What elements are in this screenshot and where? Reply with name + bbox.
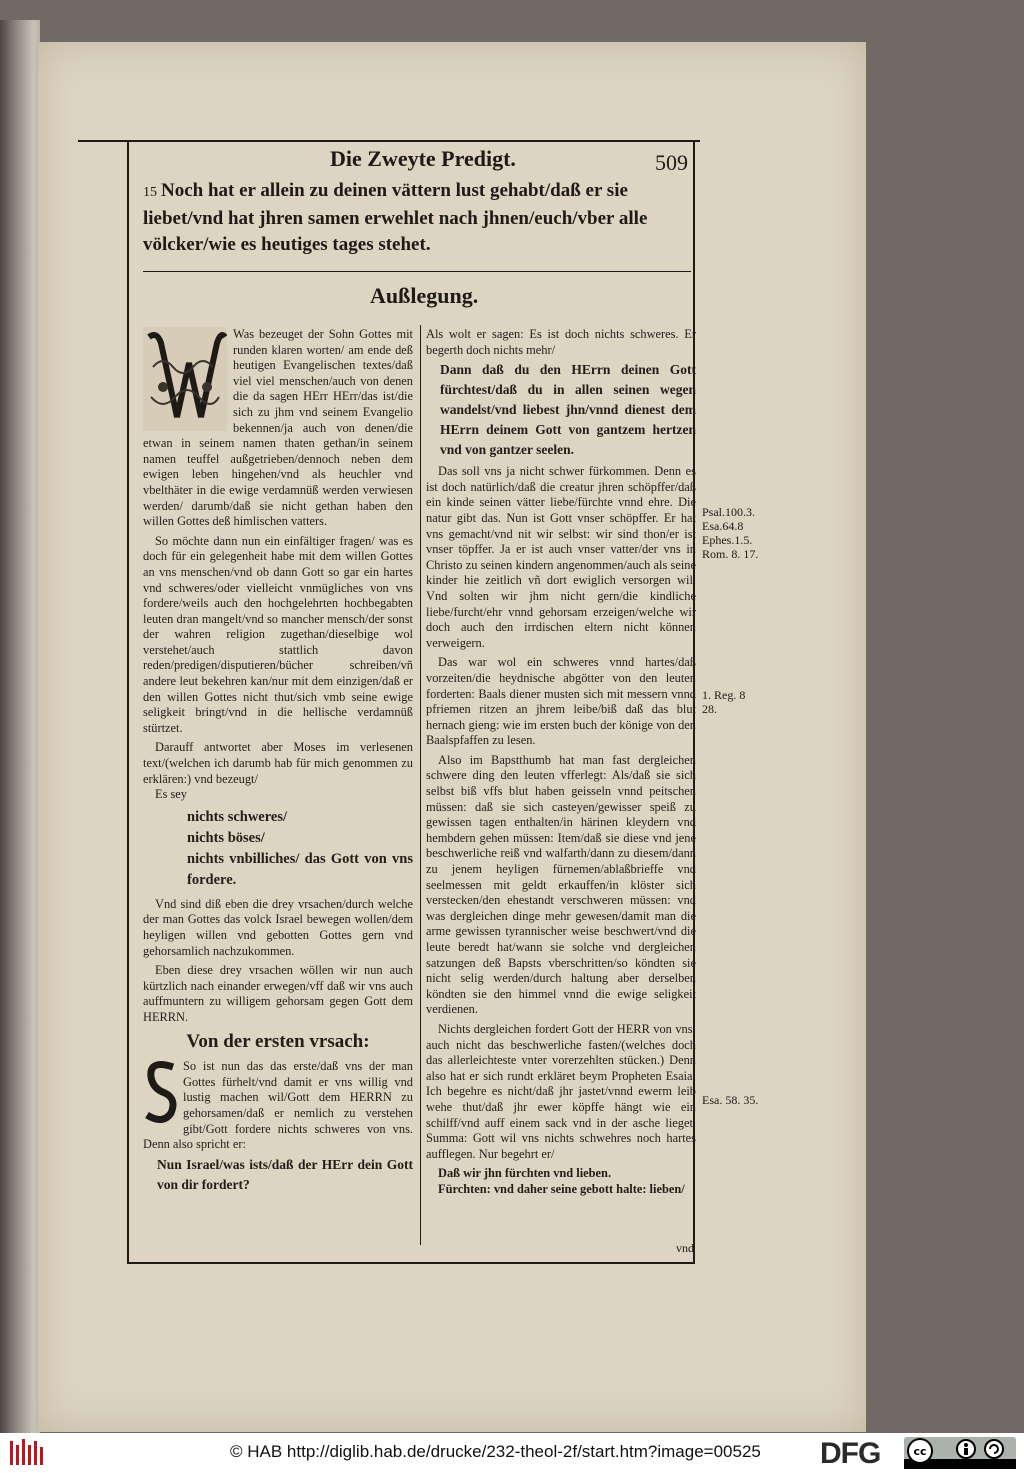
left-column	[143, 327, 413, 1195]
cc-by-sa-icon	[904, 1437, 1016, 1469]
decorated-initial-w	[143, 327, 227, 431]
margin-note-kings: 1. Reg. 8 28.	[702, 688, 746, 716]
right-column	[426, 327, 696, 1198]
footer-bar	[0, 1433, 1024, 1473]
right-quote: Dann daß du den HErrn deinen Gott fürchtest/daß du in allen seinen wegen wandelst/vnd liebest jhn/vnnd dienest dem HErrn deinem Gott von gantzem hertzen vnd von gantzer seelen.	[440, 362, 696, 458]
section-title: Außlegung.	[370, 283, 479, 308]
right-paragraph-5: Nichts dergleichen fordert Gott der HERR von vns: auch nicht das beschwerliche fasten/(welches doch das allerleichteste vnter vorerzehlten stücken.) Denn also hat er sich rundt erkläret beym Propheten Esaia: Ich begehre es nicht/daß jhr jastet/vnnd ewerm leib wehe thut/daß jhr ewer köpffe hängt wie ein schilff/vnd auff einem sack vnd in der asche lieget. Summa: Gott wil vns nichts schwehres noch hartes aufflegen. Nur begehrt er/	[426, 1021, 696, 1161]
frame-top-rule	[78, 140, 700, 142]
subheading-first-cause: Von der ersten vrsach:	[186, 1030, 370, 1052]
verse-number: 15	[143, 185, 157, 200]
bible-verse	[143, 178, 703, 258]
verse-text: Noch hat er allein zu deinen vättern lust gehabt/daß er sie liebet/vnd hat jhren samen erwehlet nach jhnen/euch/vber alle völcker/wie es heutiges tages stehet.	[143, 180, 648, 255]
left-paragraph-3b: Es sey	[155, 787, 188, 802]
left-paragraph-3: Darauff antwortet aber Moses im verlesenen text/(welchen ich darumb hab für mich genommen zu erklären:) vnd bezeugt/	[143, 740, 413, 786]
left-paragraph-5: Eben diese drey vrsachen wöllen wir nun auch kürtzlich nach einander erwegen/vff daß wir vns auch auffmuntern zu willigem gehorsam gegen Gott dem HERRN.	[143, 963, 413, 1024]
reason-item: nichts vnbilliches/ das Gott von vns fordere.	[187, 850, 413, 888]
right-paragraph-1: Als wolt er sagen: Es ist doch nichts schweres. Er begerth doch nichts mehr/	[426, 327, 696, 357]
svg-text:cc: cc	[913, 1445, 927, 1458]
hab-logo-icon	[10, 1439, 44, 1467]
reasons-list	[143, 807, 413, 891]
book-edge	[0, 20, 40, 1433]
decorated-initial-s	[143, 1059, 179, 1123]
frame-left-rule	[127, 140, 129, 1264]
right-paragraph-7: Fürchten: vnd daher seine gebott halte: lieben/	[438, 1181, 685, 1196]
frame-bottom-rule	[127, 1262, 695, 1264]
dfg-logo: DFG	[820, 1437, 881, 1470]
page-header-title: Die Zweyte Predigt.	[330, 146, 516, 171]
left-paragraph-2: So möchte dann nun ein einfältiger fragen/ was es doch für ein gelegenheit habe mit dem willen Gottes an vns menschen/vnd ob dann Gott so gar ein hartes vnd schweres/oder vielleicht vnmügliches von vns fordere/weils auch den hochgelehrten hochbegabten leuten dran mangelt/vnd so mancher mensch/der sonst der wahren religion zugethan/dieselbige wol verstehet/auch stattlich davon reden/predigen/disputieren/bücher schreiben/vñ andere leut bekehren kan/nur mit dem einzigen/daß er den willen Gottes nicht thut/sich vmb seine ewige seligkeit bringt/vnd in die hellische verdamnüß stürtzet.	[143, 533, 413, 735]
margin-note-esaia: Esa. 58. 35.	[702, 1093, 759, 1107]
right-paragraph-2: Das soll vns ja nicht schwer fürkommen. Denn es ist doch natürlich/daß die creatur jhren schöpffer/daß ein kinde seinen vätter liebe/fürchte vnnd ehre. Die natur gibt das. Nun ist Gott vnser schöpffer. Er hat vns gemacht/vnd nit wir selbst: wir sind thon/er ist vnser töpffer. Ja er ist auch vnser vatter/der vns in Christo zu seinen kindern angenommen/auch als seine kinder hie zeitlich vñ dort ewiglich versorgen wil. Vnd solten wir jhm nicht gern/die kindliche liebe/furcht/ehr vnnd gehorsam erzeigen/welche wir doch auch den irrdischen eltern nicht können verweigern.	[426, 464, 696, 650]
reason-item: nichts schweres/	[187, 808, 288, 825]
copyright-link[interactable]: © HAB http://diglib.hab.de/drucke/232-theol-2f/start.htm?image=00525	[230, 1442, 761, 1461]
right-paragraph-4: Also im Bapstthumb hat man fast dergleichen schwere ding den leuten vfferlegt: Als/daß sie sich selbst biß vffs blut haben geisseln vnnd peitschen müssen: daß sie sich casteyen/gewisser speiß zu gewissen tagen enthalten/in härinen kleydern vnd hembdern gehen müssen: Item/daß sie diese vnd jene beschwerliche reiß vnd walfarth/dann zu diesem/dann zu jenem heyligen fürnemen/ablaßbrieffe vnd seelmessen mit geldt erkauffen/in klöster sich verstecken/den ehestandt verschweren müssen: vnd was dergleichen dinge mehr gewesen/damit man die arme gewissen tyrannischer weise beschwert/vnd die leute beredt hat/wann sie solche vnd dergleichen satzungen deß Bapsts vberschritten/so köndten sie nicht selig werden/durch haltung aber derselben köndten sie den himmel vnnd die ewige seligkeit verdienen.	[426, 752, 696, 1017]
left-paragraph-4: Vnd sind diß eben die drey vrsachen/durch welche der man Gottes das volck Israel bewegen wollen/dem heyligen willen vnd gebotten Gottes gern vnd gehorsamlich nachzukommen.	[143, 896, 413, 958]
right-paragraph-3: Das war wol ein schweres vnnd hartes/daß vorzeiten/die heydnische abgötter von den leuten forderten: Baals diener musten sich mit messern vnnd pfriemen ritzen an jhrem leibe/biß daß das blut hernach gieng: wie im ersten buch der könige von den Baalspfaffen zu lesen.	[426, 655, 696, 748]
right-paragraph-6: Daß wir jhn fürchten vnd lieben.	[438, 1166, 612, 1181]
margin-note-psalm: Psal.100.3. Esa.64.8 Ephes.1.5. Rom. 8. 17.	[702, 505, 759, 561]
left-quote: Nun Israel/was ists/daß der HErr dein Gott von dir fordert?	[157, 1156, 413, 1192]
left-paragraph-1: Was bezeuget der Sohn Gottes mit runden klaren worten/ am ende deß heutigen Evangelischen textes/daß viel viel menschen/auch von denen die da sagen HErr HErr/das ist/die sich zu jhm vnd seinem Evangelio bekennen/ja auch von denen/die etwan in seinem namen thaten gethan/in seinem namen teuffel außgetrieben/dennoch neben dem ewigen leben hingehen/vnd als heuchler vnd vbelthäter in die ewige verdamnüß werden verwiesen werden/ darumb/daß sie nicht gethan haben den willen Gottes deß himlischen vatters.	[143, 327, 413, 529]
page-number: 509	[655, 150, 688, 175]
column-divider-rule	[420, 325, 421, 1245]
catchword: vnd	[676, 1241, 694, 1255]
reason-item: nichts böses/	[187, 829, 265, 846]
verse-divider-rule	[143, 271, 691, 272]
left-paragraph-6: So ist nun das das erste/daß vns der man Gottes fürhelt/vnd damit er vns willig vnd lustig machen wil/Gott dem HERRN zu gehorsamen/daß er nemlich zu verstehen gibt/Gott fordere nichts schweres von vns. Denn also spricht er:	[143, 1059, 413, 1152]
